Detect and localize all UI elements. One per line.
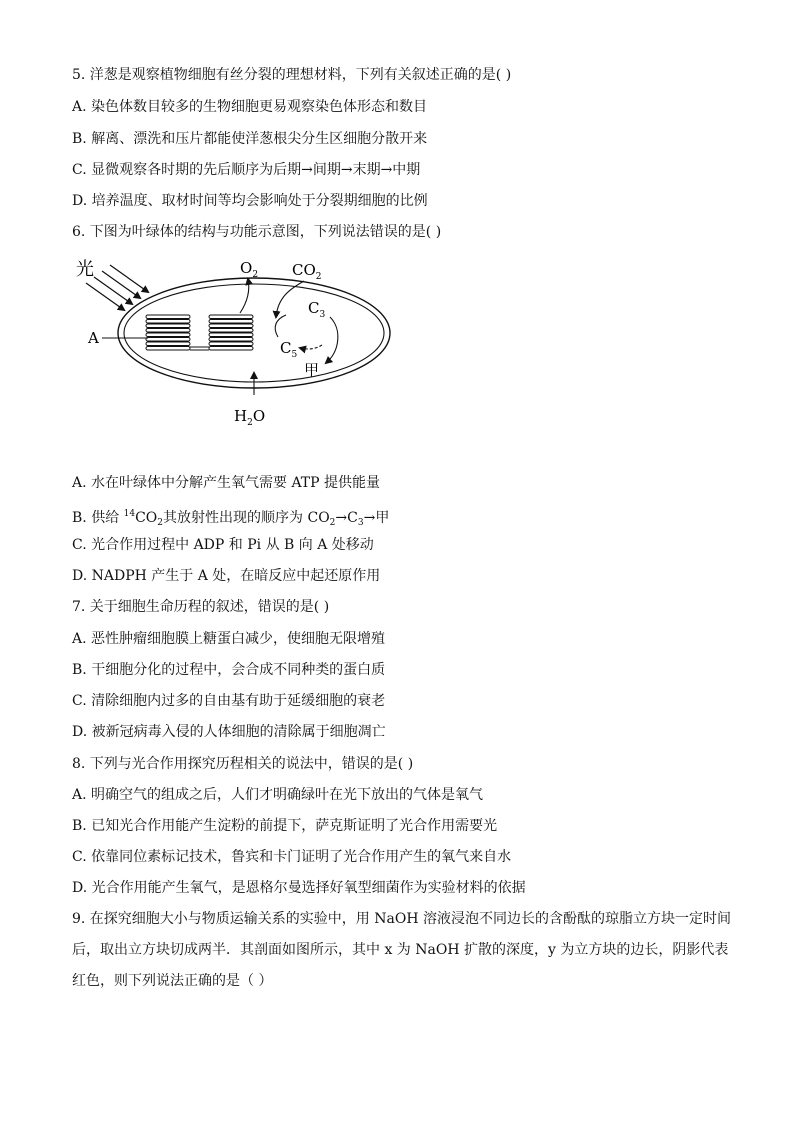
c5-label: $C_5$: [280, 339, 298, 360]
q5-option-c: C. 显微观察各时期的先后顺序为后期→间期→末期→中期: [72, 162, 421, 178]
q6-option-c: C. 光合作用过程中 ADP 和 Pi 从 B 向 A 处移动: [72, 537, 374, 553]
q9-stem-line-1: 9. 在探究细胞大小与物质运输关系的实验中，用 NaOH 溶液浸泡不同边长的含酚酞的琼脂立方块一定时间: [72, 911, 731, 927]
q7-option-a: A. 恶性肿瘤细胞膜上糖蛋白减少，使细胞无限增殖: [72, 631, 386, 647]
granum-stack-left: [146, 315, 190, 350]
q9-stem-line-3: 红色，则下列说法正确的是（ ）: [72, 973, 273, 989]
q5-option-d: D. 培养温度、取材时间等均会影响处于分裂期细胞的比例: [72, 193, 428, 209]
c3-to-jia-arrow: [326, 317, 338, 363]
q7-stem: 7. 关于细胞生命历程的叙述，错误的是( ): [72, 599, 330, 615]
jia-to-c5-dashed-arrow: [300, 345, 322, 349]
q5-option-b: B. 解离、漂洗和压片都能使洋葱根尖分生区细胞分散开来: [72, 131, 428, 147]
q7-option-c: C. 清除细胞内过多的自由基有助于延缓细胞的衰老: [72, 693, 386, 709]
label-a: A: [88, 329, 99, 347]
granum-stack-right: [209, 315, 253, 350]
o2-label: $O_2$: [240, 259, 259, 280]
q6-stem: 6. 下图为叶绿体的结构与功能示意图，下列说法错误的是( ): [72, 224, 442, 240]
c5-cycle-curve: [275, 315, 286, 337]
co2-arrow: [276, 281, 304, 317]
c3-label: $C_3$: [308, 299, 326, 320]
q8-option-a: A. 明确空气的组成之后，人们才明确绿叶在光下放出的气体是氧气: [72, 787, 484, 803]
q8-option-c: C. 依靠同位素标记技术，鲁宾和卡门证明了光合作用产生的氧气来自水: [72, 849, 512, 865]
chloroplast-diagram: [72, 255, 412, 435]
q5-stem: 5. 洋葱是观察植物细胞有丝分裂的理想材料，下列有关叙述正确的是( ): [72, 67, 512, 83]
q7-option-b: B. 干细胞分化的过程中，会合成不同种类的蛋白质: [72, 662, 386, 678]
q8-option-b: B. 已知光合作用能产生淀粉的前提下，萨克斯证明了光合作用需要光: [72, 818, 498, 834]
q6-option-b: B. 供给 $^{14}CO_2$其放射性出现的顺序为 $CO_2\to C_3\to$甲: [72, 509, 390, 528]
h2o-label: $H_2O$: [234, 407, 266, 428]
q8-option-d: D. 光合作用能产生氧气，是恩格尔曼选择好氧型细菌作为实验材料的依据: [72, 880, 526, 896]
q6-option-d: D. NADPH 产生于 A 处，在暗反应中起还原作用: [72, 568, 381, 584]
co2-label: $CO_2$: [292, 261, 322, 282]
q5-option-a: A. 染色体数目较多的生物细胞更易观察染色体形态和数目: [72, 99, 428, 115]
jia-label: 甲: [304, 361, 320, 379]
q8-stem: 8. 下列与光合作用探究历程相关的说法中，错误的是( ): [72, 756, 414, 772]
q7-option-d: D. 被新冠病毒入侵的人体细胞的清除属于细胞凋亡: [72, 724, 386, 740]
q6-option-a: A. 水在叶绿体中分解产生氧气需要 ATP 提供能量: [72, 475, 381, 491]
q9-stem-line-2: 后，取出立方块切成两半．其剖面如图所示，其中 x 为 NaOH 扩散的深度，y 为立方块的边长，阴影代表: [72, 942, 729, 958]
stroma-lamella: [190, 347, 209, 350]
light-label: 光: [76, 259, 94, 280]
